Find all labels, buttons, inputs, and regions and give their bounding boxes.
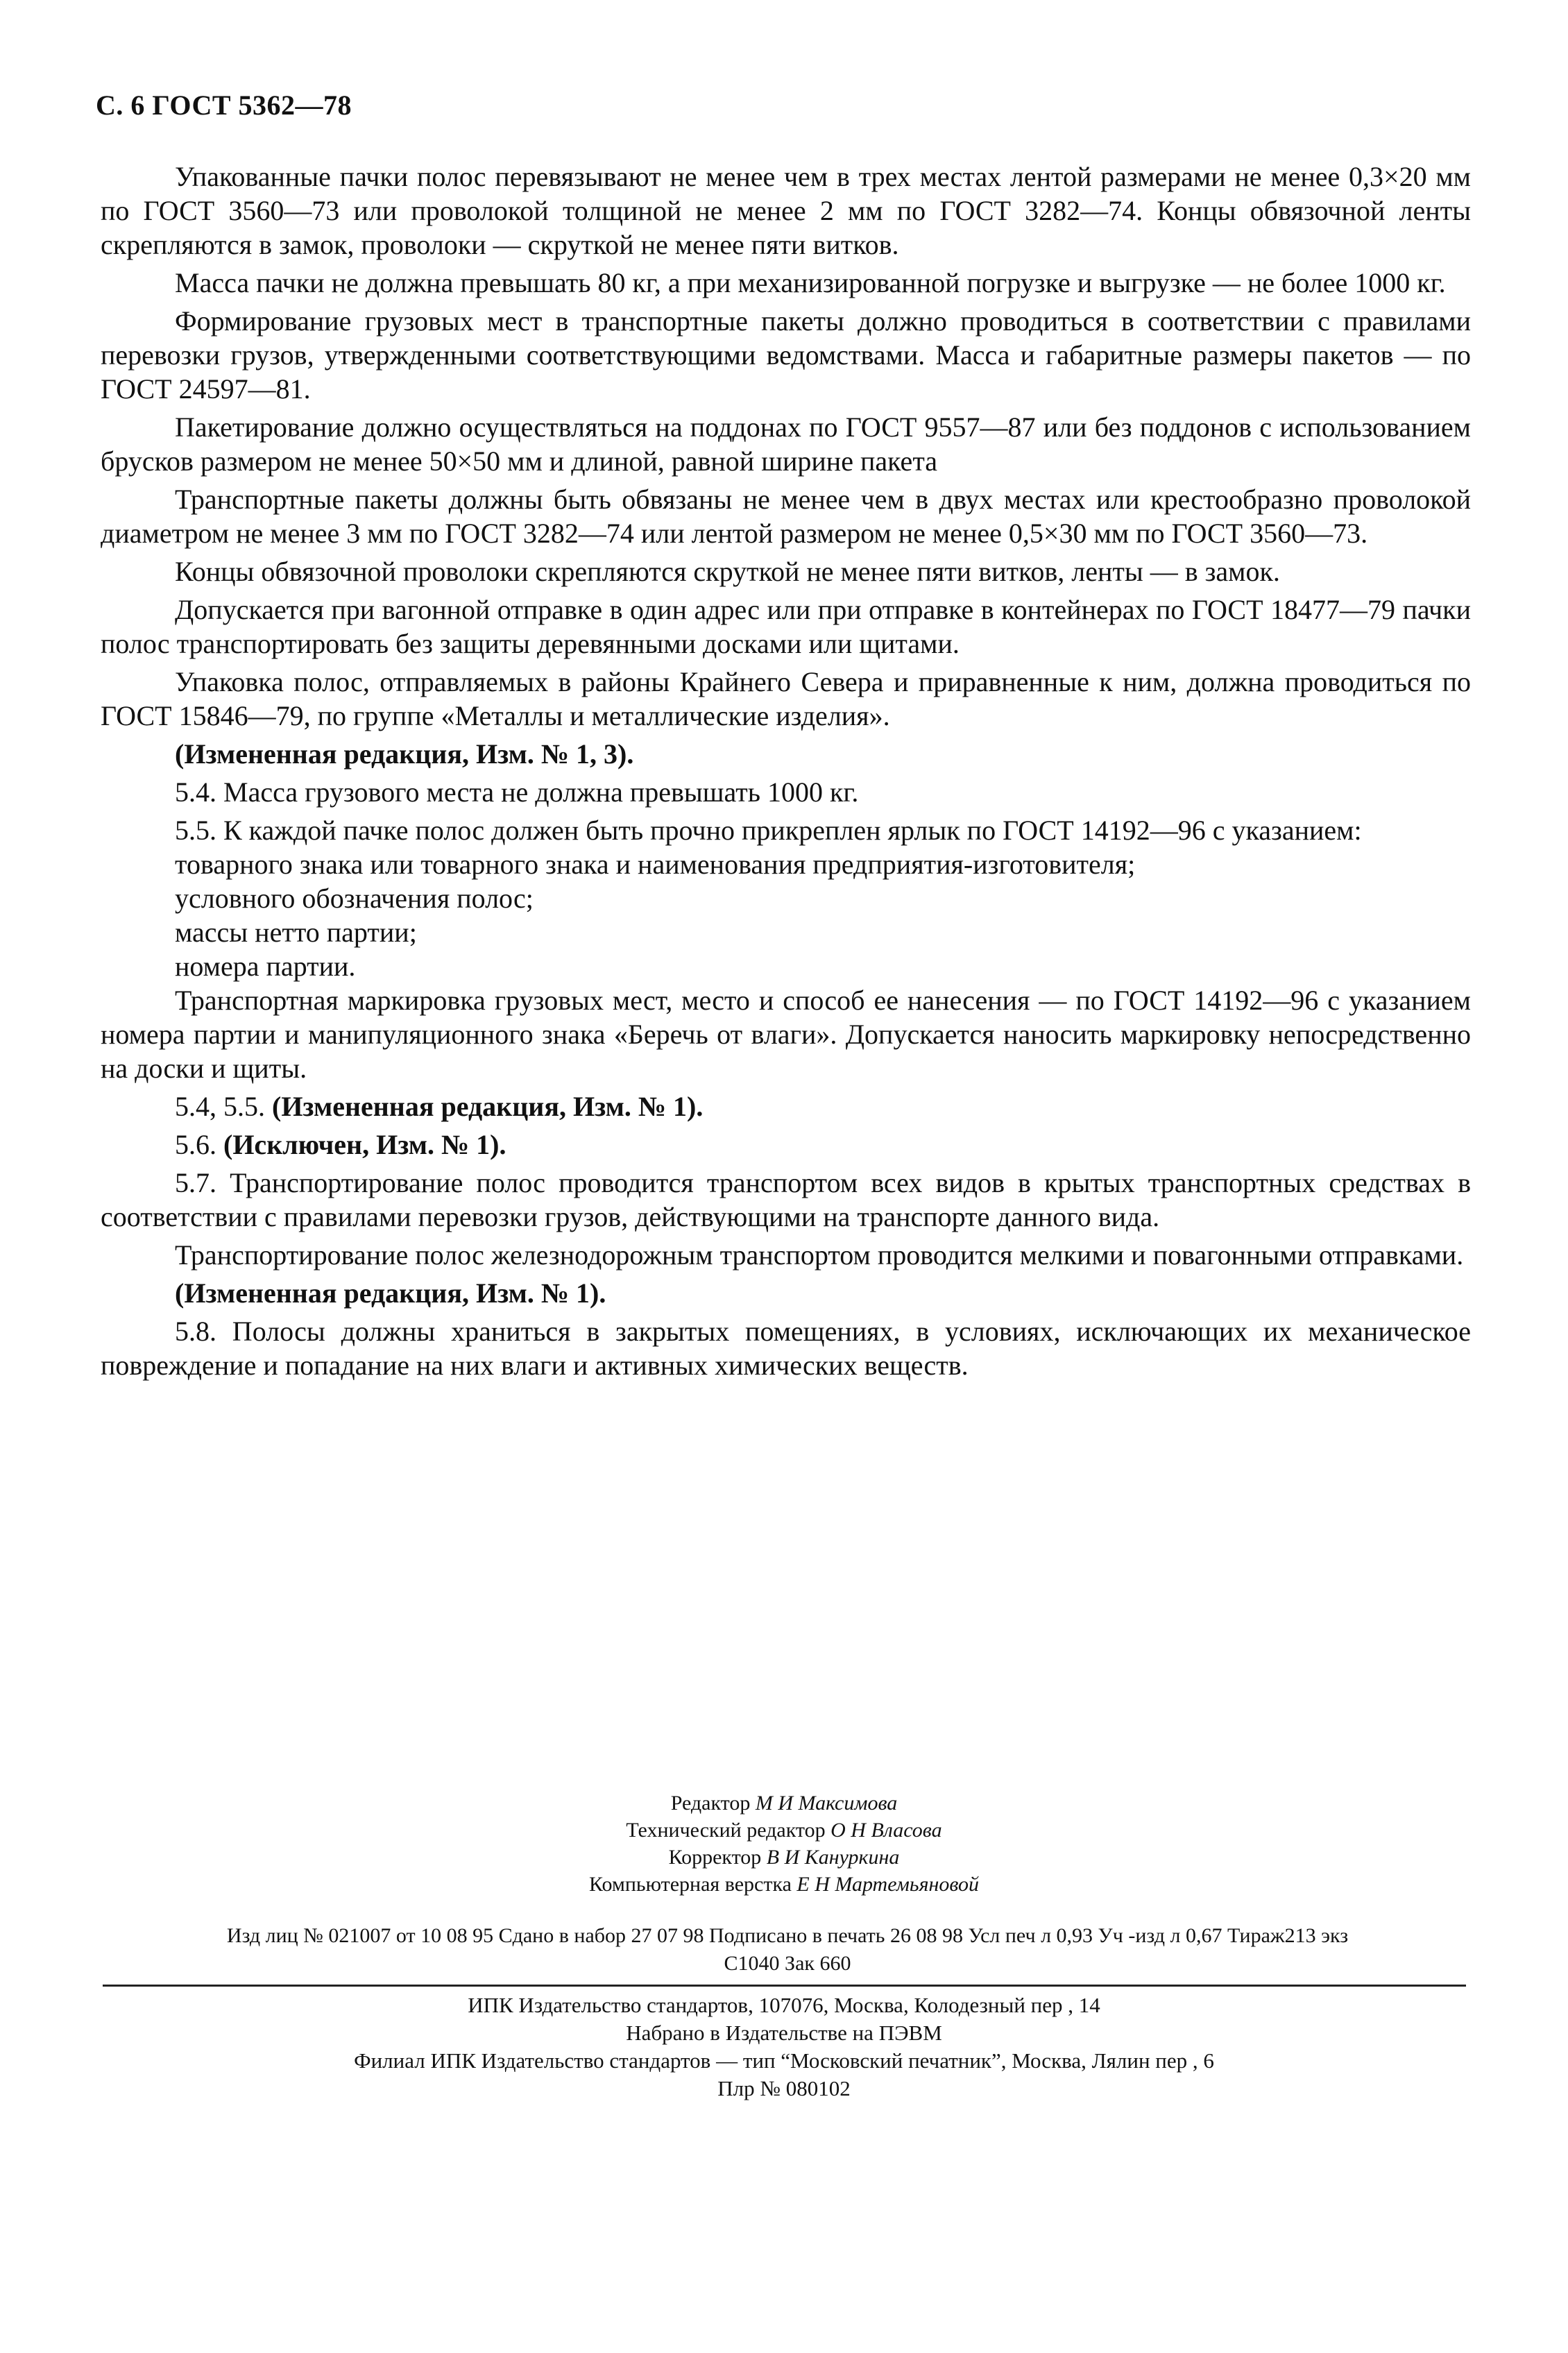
footer-line-4: Плр № 080102 [717,2076,851,2100]
paragraph-pack-mass: Масса пачки не должна превышать 80 кг, а при механизированной погрузке и выгрузке — не более 1000 кг. [175,267,1446,298]
publisher-footer [0,1991,1568,2103]
section-5-6-prefix: 5.6. [175,1129,223,1160]
amendment-2-text: (Измененная редакция, Изм. № 1). [272,1091,704,1122]
footer-line-2: Набрано в Издательстве на ПЭВМ [626,2021,942,2045]
section-5-5: 5.5. К каждой пачке полос должен быть прочно прикреплен ярлык по ГОСТ 14192—96 с указанием: [175,815,1362,846]
amendment-note-3: (Измененная редакция, Изм. № 1). [175,1277,606,1309]
amendment-2-prefix: 5.4, 5.5. [175,1091,272,1122]
paragraph-wagon-shipment: Допускается при вагонной отправке в один адрес или при отправке в контейнерах по ГОСТ 18477—79 пачки полос транспортировать без защиты деревянными досками или щитами. [101,594,1471,659]
paragraph-wire-ends: Концы обвязочной проволоки скрепляются скруткой не менее пяти витков, ленты — в замок. [175,556,1280,587]
divider [103,1985,1466,1987]
paragraph-packing: Упакованные пачки полос перевязывают не менее чем в трех местах лентой размерами не менее 0,3×20 мм по ГОСТ 3560—73 или проволокой толщиной не менее 2 мм по ГОСТ 3282—74. Концы обвязочной ленты скрепляются в замок, проволоки — скруткой не менее пяти витков. [101,161,1471,260]
section-5-7: 5.7. Транспортирование полос проводится транспортом всех видов в крытых транспортных средствах в соответствии с правилами перевозки грузов, действующими на транспорте данного вида. [101,1167,1471,1232]
list-item: товарного знака или товарного знака и наименования предприятия-изготовителя; [175,849,1136,880]
amendment-note-2 [101,1089,1471,1123]
credits-block [0,1790,1568,1898]
list-item: массы нетто партии; [175,917,417,948]
list-item: условного обозначения полос; [175,883,534,914]
section-5-4: 5.4. Масса грузового места не должна превышать 1000 кг. [175,776,859,808]
credit-layout: Компьютерная верстка Е Н Мартемьяновой [588,1873,980,1896]
amendment-note-1: (Измененная редакция, Изм. № 1, 3). [175,738,634,770]
paragraph-cargo-formation: Формирование грузовых мест в транспортные пакеты должно проводиться в соответствии с правилами перевозки грузов, утвержденными соответствующими ведомствами. Масса и габаритные размеры пакетов — по ГОСТ 24597—81. [101,305,1471,405]
footer-line-3: Филиал ИПК Издательство стандартов — тип “Московский печатник”, Москва, Лялин пер , 6 [354,2048,1214,2073]
section-5-6 [101,1128,1471,1162]
page-header: С. 6 ГОСТ 5362—78 [96,90,352,121]
paragraph-far-north: Упаковка полос, отправляемых в районы Крайнего Севера и приравненные к ним, должна проводиться по ГОСТ 15846—79, по группе «Металлы и металлические изделия». [101,666,1471,731]
imprint-line-2: С1040 Зак 660 [724,1952,851,1975]
footer-line-1: ИПК Издательство стандартов, 107076, Москва, Колодезный пер , 14 [468,1993,1100,2017]
imprint-line-1: Изд лиц № 021007 от 10 08 95 Сдано в набор 27 07 98 Подписано в печать 26 08 98 Усл печ л 0,93 Уч -изд л 0,67 Тираж213 экз [226,1924,1349,1947]
credit-tech-editor: Технический редактор О Н Власова [626,1819,942,1842]
section-5-6-text: (Исключен, Изм. № 1). [223,1129,506,1160]
document-body [101,160,1471,1382]
credit-corrector: Корректор В И Кануркина [668,1846,900,1869]
imprint-block [108,1922,1467,1978]
credit-editor: Редактор М И Максимова [670,1792,898,1815]
section-5-8: 5.8. Полосы должны храниться в закрытых помещениях, в условиях, исключающих их механическое повреждение и попадание на них влаги и активных химических веществ. [101,1316,1471,1381]
list-item: номера партии. [175,951,356,982]
paragraph-marking: Транспортная маркировка грузовых мест, место и способ ее нанесения — по ГОСТ 14192—96 с указанием номера партии и манипуляционного знака «Беречь от влаги». Допускается наносить маркировку непосредственно на доски и щиты. [101,985,1471,1084]
paragraph-rail-transport: Транспортирование полос железнодорожным транспортом проводится мелкими и повагонными отправками. [175,1239,1464,1271]
paragraph-palletizing: Пакетирование должно осуществляться на поддонах по ГОСТ 9557—87 или без поддонов с использованием брусков размером не менее 50×50 мм и длиной, равной ширине пакета [101,411,1471,477]
paragraph-transport-packages: Транспортные пакеты должны быть обвязаны не менее чем в двух местах или крестообразно проволокой диаметром не менее 3 мм по ГОСТ 3282—74 или лентой размером не менее 0,5×30 мм по ГОСТ 3560—73. [101,484,1471,549]
